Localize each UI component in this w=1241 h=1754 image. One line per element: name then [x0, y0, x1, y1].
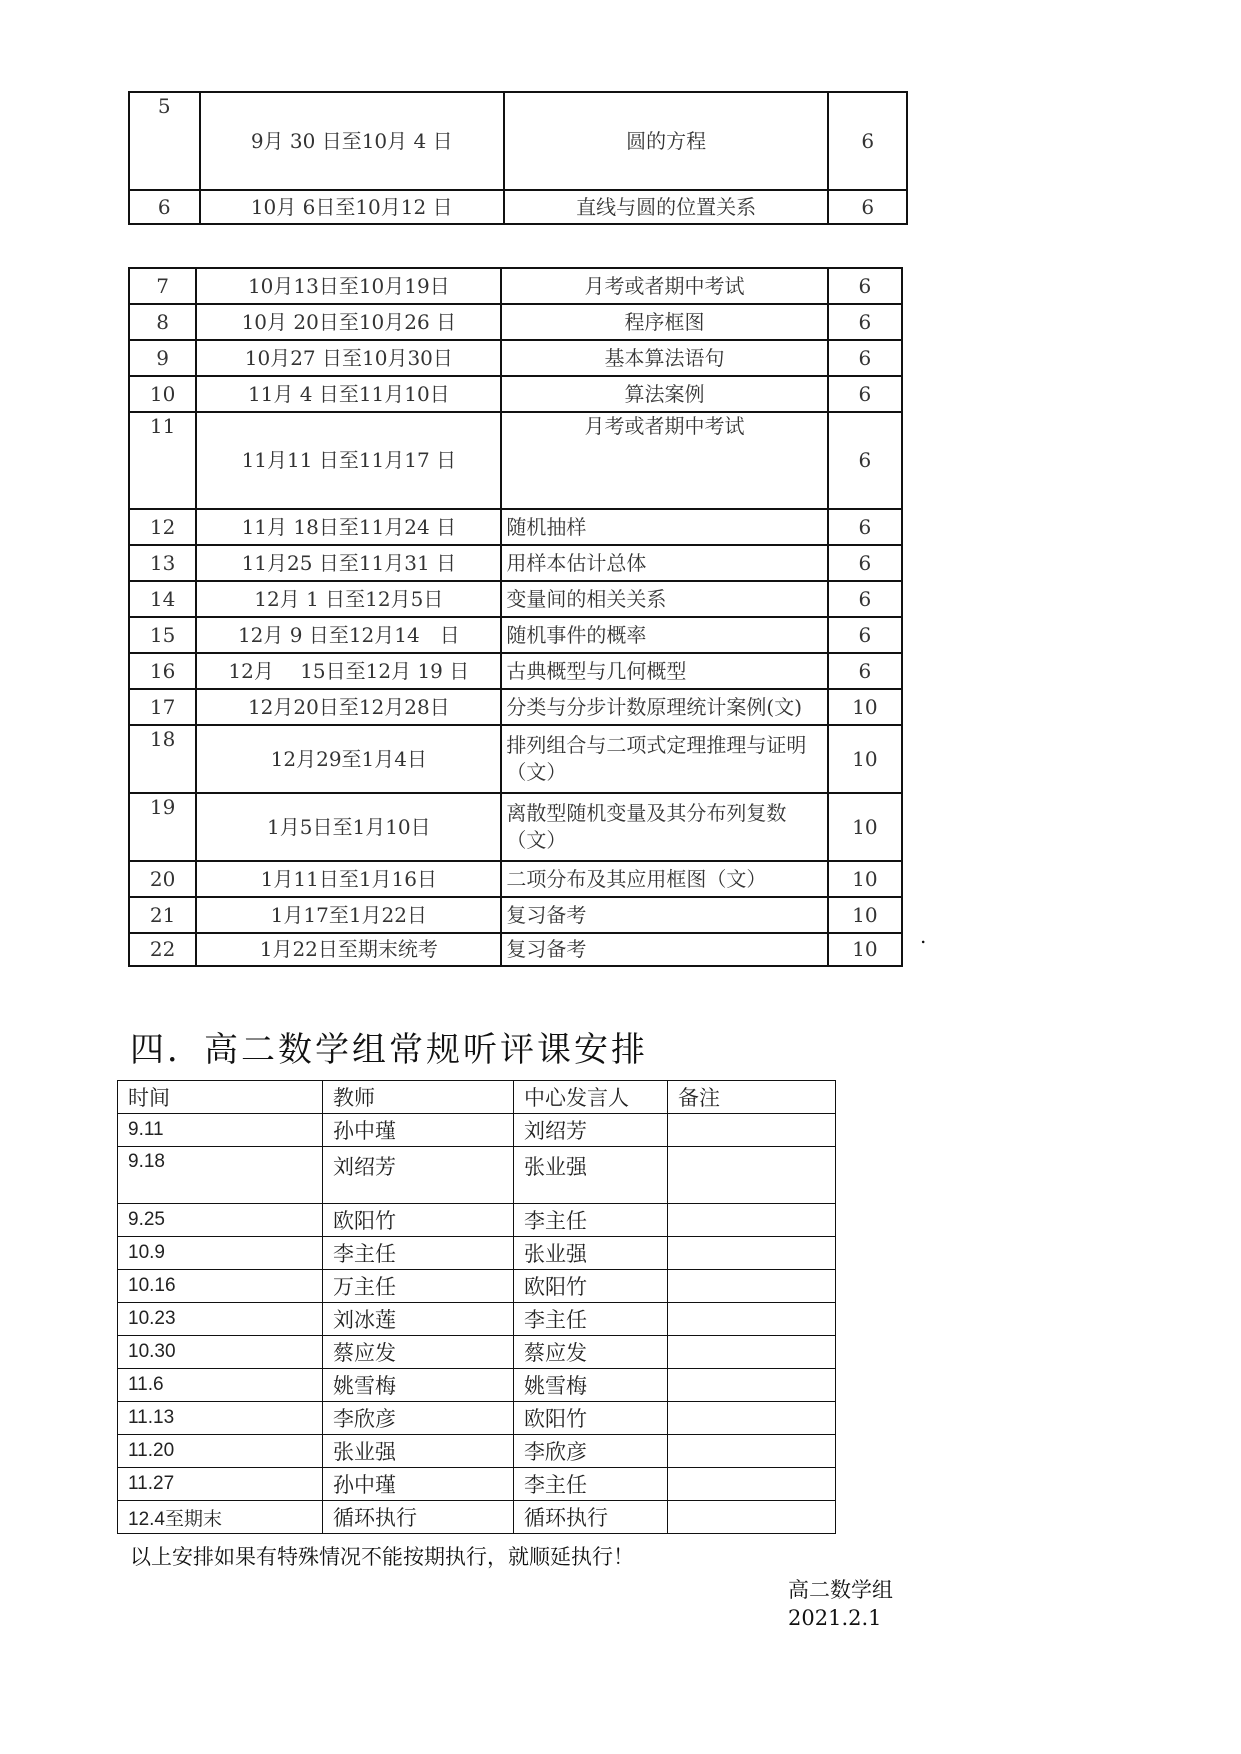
- week-number: 12: [129, 509, 196, 545]
- date-range: 1月17至1月22日: [196, 897, 501, 933]
- date-range: 1月5日至1月10日: [196, 793, 501, 861]
- remark-cell: [668, 1270, 836, 1303]
- table-row: [129, 304, 902, 340]
- speaker-cell: 蔡应发: [514, 1336, 668, 1369]
- table-row: [129, 653, 902, 689]
- topic: 算法案例: [501, 376, 827, 412]
- hours: 6: [828, 190, 907, 224]
- topic: 程序框图: [501, 304, 827, 340]
- teacher-cell: 李欣彦: [323, 1402, 514, 1435]
- remark-cell: [668, 1369, 836, 1402]
- week-number: 11: [129, 412, 196, 509]
- sign-date: 2021.2.1: [788, 1606, 882, 1630]
- time-cell: 9.11: [118, 1114, 323, 1147]
- date-range: 12月 9 日至12月14 日: [196, 617, 501, 653]
- date-range: 12月 15日至12月 19 日: [196, 653, 501, 689]
- table-row: [129, 545, 902, 581]
- table-row: [129, 581, 902, 617]
- hours: 6: [828, 92, 907, 190]
- teacher-cell: 刘冰莲: [323, 1303, 514, 1336]
- speaker-cell: 李欣彦: [514, 1435, 668, 1468]
- time-cell: 10.9: [118, 1237, 323, 1270]
- date-range: 10月27 日至10月30日: [196, 340, 501, 376]
- table-row: [129, 617, 902, 653]
- remark-cell: [668, 1114, 836, 1147]
- hours: 10: [828, 897, 902, 933]
- remark-cell: [668, 1303, 836, 1336]
- remark-cell: [668, 1402, 836, 1435]
- remark-cell: [668, 1435, 836, 1468]
- remark-cell: [668, 1468, 836, 1501]
- table-row: [129, 340, 902, 376]
- topic: 分类与分步计数原理统计案例(文): [501, 689, 827, 725]
- hours: 6: [828, 617, 902, 653]
- week-number: 8: [129, 304, 196, 340]
- table-row: [129, 376, 902, 412]
- date-range: 11月25 日至11月31 日: [196, 545, 501, 581]
- topic: 月考或者期中考试: [501, 268, 827, 304]
- time-cell: 11.20: [118, 1435, 323, 1468]
- time-cell: 10.30: [118, 1336, 323, 1369]
- table-row: [118, 1468, 836, 1501]
- signature: 高二数学组: [788, 1578, 893, 1602]
- date-range: 10月 6日至10月12 日: [200, 190, 504, 224]
- teacher-cell: 孙中瑾: [323, 1468, 514, 1501]
- date-range: 1月11日至1月16日: [196, 861, 501, 897]
- date-range: 12月29至1月4日: [196, 725, 501, 793]
- topic: 离散型随机变量及其分布列复数（文）: [501, 793, 827, 861]
- table-row: [118, 1237, 836, 1270]
- date-range: 12月 1 日至12月5日: [196, 581, 501, 617]
- stray-mark: .: [920, 924, 927, 948]
- week-number: 5: [129, 92, 200, 190]
- teacher-cell: 万主任: [323, 1270, 514, 1303]
- hours: 6: [828, 509, 902, 545]
- topic: 随机抽样: [501, 509, 827, 545]
- section-title: 四．高二数学组常规听评课安排: [130, 1030, 648, 1070]
- week-number: 18: [129, 725, 196, 793]
- week-number: 19: [129, 793, 196, 861]
- week-number: 22: [129, 933, 196, 966]
- week-number: 13: [129, 545, 196, 581]
- teacher-cell: 张业强: [323, 1435, 514, 1468]
- time-cell: 10.23: [118, 1303, 323, 1336]
- table-row: [118, 1114, 836, 1147]
- speaker-cell: 刘绍芳: [514, 1114, 668, 1147]
- teacher-cell: 孙中瑾: [323, 1114, 514, 1147]
- hours: 10: [828, 725, 902, 793]
- table-row: [129, 725, 902, 793]
- date-range: 1月22日至期末统考: [196, 933, 501, 966]
- table-row: [129, 412, 902, 509]
- teacher-cell: 循环执行: [323, 1501, 514, 1534]
- date-range: 11月11 日至11月17 日: [196, 412, 501, 509]
- table-row: [118, 1369, 836, 1402]
- schedule-table-part1: [128, 91, 908, 225]
- hours: 6: [828, 304, 902, 340]
- speaker-cell: 欧阳竹: [514, 1402, 668, 1435]
- topic: 直线与圆的位置关系: [504, 190, 829, 224]
- hours: 6: [828, 268, 902, 304]
- table-row: [129, 861, 902, 897]
- table-row: [129, 689, 902, 725]
- remark-cell: [668, 1147, 836, 1204]
- table-row: [118, 1204, 836, 1237]
- table-row: [118, 1501, 836, 1534]
- week-number: 9: [129, 340, 196, 376]
- topic: 基本算法语句: [501, 340, 827, 376]
- date-range: 11月 18日至11月24 日: [196, 509, 501, 545]
- header-teacher: 教师: [323, 1081, 514, 1114]
- table-row: [129, 190, 907, 224]
- header-remark: 备注: [668, 1081, 836, 1114]
- table-row: [118, 1402, 836, 1435]
- table-row: [118, 1303, 836, 1336]
- week-number: 15: [129, 617, 196, 653]
- hours: 6: [828, 376, 902, 412]
- date-range: 12月20日至12月28日: [196, 689, 501, 725]
- table-row: [118, 1336, 836, 1369]
- topic: 古典概型与几何概型: [501, 653, 827, 689]
- table-row: [129, 897, 902, 933]
- hours: 6: [828, 545, 902, 581]
- time-cell: 11.6: [118, 1369, 323, 1402]
- hours: 6: [828, 653, 902, 689]
- date-range: 10月13日至10月19日: [196, 268, 501, 304]
- time-cell: 11.27: [118, 1468, 323, 1501]
- table-row: [129, 933, 902, 966]
- topic: 复习备考: [501, 897, 827, 933]
- table-row: [118, 1435, 836, 1468]
- week-number: 7: [129, 268, 196, 304]
- topic: 复习备考: [501, 933, 827, 966]
- table-row: [118, 1147, 836, 1204]
- speaker-cell: 欧阳竹: [514, 1270, 668, 1303]
- time-cell: 9.18: [118, 1147, 323, 1204]
- speaker-cell: 姚雪梅: [514, 1369, 668, 1402]
- footnote: 以上安排如果有特殊情况不能按期执行，就顺延执行！: [130, 1545, 634, 1569]
- teacher-cell: 刘绍芳: [323, 1147, 514, 1204]
- teacher-cell: 李主任: [323, 1237, 514, 1270]
- speaker-cell: 张业强: [514, 1237, 668, 1270]
- topic: 变量间的相关关系: [501, 581, 827, 617]
- header-time: 时间: [118, 1081, 323, 1114]
- hours: 10: [828, 689, 902, 725]
- hours: 6: [828, 581, 902, 617]
- remark-cell: [668, 1237, 836, 1270]
- teacher-cell: 姚雪梅: [323, 1369, 514, 1402]
- speaker-cell: 李主任: [514, 1204, 668, 1237]
- table-row: [129, 268, 902, 304]
- week-number: 21: [129, 897, 196, 933]
- speaker-cell: 循环执行: [514, 1501, 668, 1534]
- teacher-cell: 欧阳竹: [323, 1204, 514, 1237]
- topic: 圆的方程: [504, 92, 829, 190]
- speaker-cell: 李主任: [514, 1303, 668, 1336]
- date-range: 9月 30 日至10月 4 日: [200, 92, 504, 190]
- topic: 排列组合与二项式定理推理与证明（文）: [501, 725, 827, 793]
- week-number: 20: [129, 861, 196, 897]
- week-number: 16: [129, 653, 196, 689]
- remark-cell: [668, 1336, 836, 1369]
- week-number: 10: [129, 376, 196, 412]
- time-cell: 11.13: [118, 1402, 323, 1435]
- header-speaker: 中心发言人: [514, 1081, 668, 1114]
- speaker-cell: 李主任: [514, 1468, 668, 1501]
- week-number: 6: [129, 190, 200, 224]
- remark-cell: [668, 1204, 836, 1237]
- time-cell: 9.25: [118, 1204, 323, 1237]
- teacher-cell: 蔡应发: [323, 1336, 514, 1369]
- topic: 二项分布及其应用框图（文）: [501, 861, 827, 897]
- hours: 10: [828, 933, 902, 966]
- time-cell: 10.16: [118, 1270, 323, 1303]
- week-number: 17: [129, 689, 196, 725]
- topic: 随机事件的概率: [501, 617, 827, 653]
- hours: 10: [828, 793, 902, 861]
- schedule-table-part2: [128, 267, 903, 967]
- table-header-row: [118, 1081, 836, 1114]
- topic: 月考或者期中考试: [501, 412, 827, 509]
- speaker-cell: 张业强: [514, 1147, 668, 1204]
- remark-cell: [668, 1501, 836, 1534]
- lecture-arrangement-table: [117, 1080, 836, 1534]
- date-range: 11月 4 日至11月10日: [196, 376, 501, 412]
- table-row: [129, 509, 902, 545]
- table-row: [118, 1270, 836, 1303]
- table-row: [129, 92, 907, 190]
- hours: 6: [828, 412, 902, 509]
- table-row: [129, 793, 902, 861]
- date-range: 10月 20日至10月26 日: [196, 304, 501, 340]
- topic: 用样本估计总体: [501, 545, 827, 581]
- week-number: 14: [129, 581, 196, 617]
- time-cell: 12.4至期末: [118, 1501, 323, 1534]
- hours: 10: [828, 861, 902, 897]
- hours: 6: [828, 340, 902, 376]
